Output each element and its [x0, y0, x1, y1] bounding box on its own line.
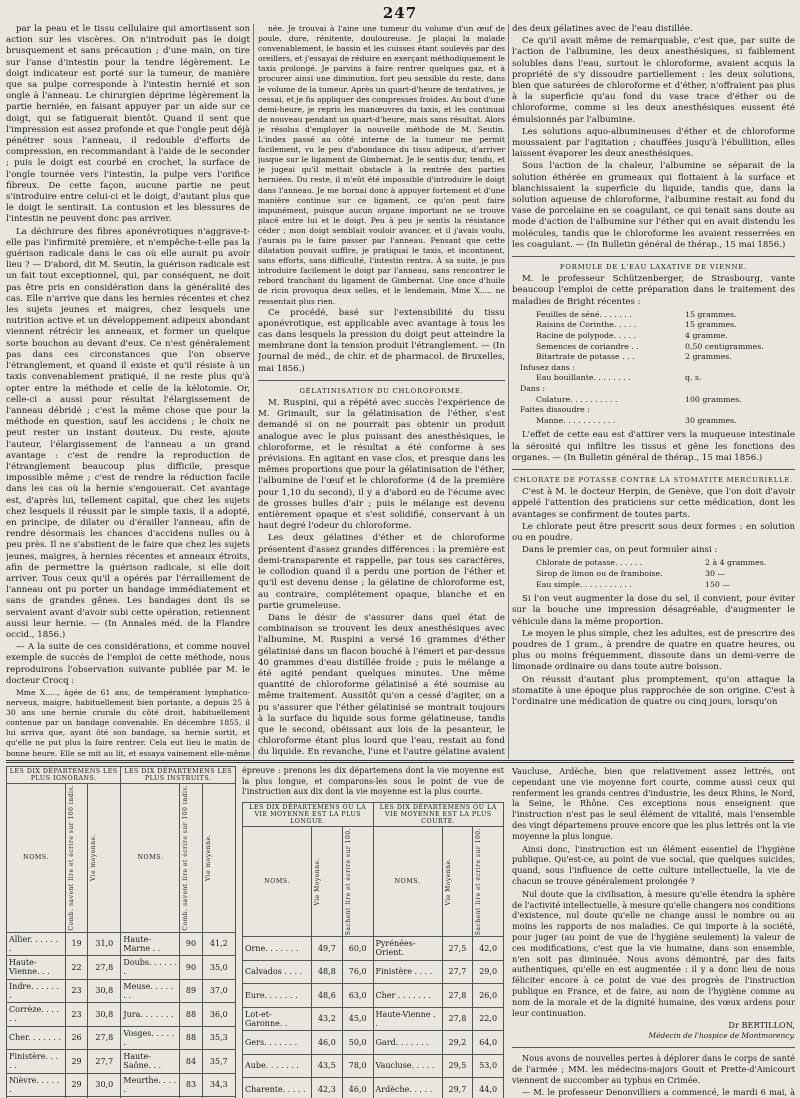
table-value: 42,3 — [312, 1078, 343, 1098]
paragraph: — A la suite de ces considérations, et comme nouvel exemple de succès de l'emploi de cette méthode, nous reproduirons l'observation suivante publiée par M. le docteur Crocq : — [6, 642, 250, 686]
section-heading: CHLORATE DE POTASSE CONTRE LA STOMATITE MERCURIELLE. — [513, 476, 794, 485]
table-value: 31,0 — [88, 932, 121, 956]
column-header: Vie moyenne. — [90, 834, 98, 882]
department-name: Gers. . . . . . . — [243, 1031, 312, 1055]
table-value: 22,0 — [473, 1007, 504, 1031]
table-value: 76,0 — [342, 960, 373, 984]
table-value: 48,6 — [312, 984, 343, 1008]
table-header: LES DIX DÉPARTEMENS LES PLUS IGNORANS. — [7, 767, 121, 784]
section-heading: FORMULE DE L'EAU LAXATIVE DE VIENNE. — [559, 263, 748, 272]
table-value: 27,7 — [88, 1050, 121, 1074]
table-row — [7, 932, 236, 956]
divider — [512, 256, 795, 257]
news-item: — M. le professeur Denonvilliers a commencé, le mardi 6 mai, à — [522, 1087, 795, 1098]
column-rule — [253, 24, 254, 759]
department-name: Corrèze. . . . . . — [7, 1003, 66, 1027]
table-row — [7, 1003, 236, 1027]
paragraph: Dans le premier cas, on peut formuler ainsi : — [522, 545, 718, 556]
table-value: 29 — [66, 1050, 88, 1074]
paragraph: des deux gélatines avec de l'eau distillée. — [512, 24, 693, 34]
department-name: Doubs. . . . . . . — [121, 956, 180, 980]
table-value: 36,0 — [202, 1003, 235, 1027]
paragraph: Nul doute que la civilisation, à mesure qu'elle étendra la sphère de l'activité intellectuelle, à mesure qu'elle changera nos conditions d'existence, nul doute qu'elle ne change aussi le nombre ou au moins les rapports de nos maladies. Ce qui importe à la société, pour juger (au point de vue de l'hygiène seulement) la valeur de ces modifications, c'est que la vie humaine, dans son ensemble, n'en soit pas diminuée. Nous avons démontré, par des faits authentiques, qu'elle en est augmentée : il y a donc lieu de nous féliciter encore à ce point de vue des progrès de l'instruction publique en France, et de faire, au nom de l'hygiène comme au nom de la morale et de la dignité humaine, des vœux ardens pour leur continuation. — [512, 888, 795, 1018]
table-value: 35,7 — [202, 1050, 235, 1074]
column-2 — [258, 24, 505, 759]
paragraph: Si l'on veut augmenter la dose du sel, il convient, pour éviter sur la bouche une impression désagréable, d'augmenter le véhicule dans la même proportion. — [512, 594, 795, 627]
table-value: 27,8 — [442, 1007, 473, 1031]
department-name: Calvados . . . . — [243, 960, 312, 984]
table-value: 23 — [66, 979, 88, 1003]
department-name: Jura. . . . . . . — [121, 1003, 180, 1027]
recipe-step: Faites dissoudre : — [520, 405, 590, 415]
column-header: Sachent lire et écrire sur 100. — [344, 827, 352, 936]
section-separator — [6, 760, 794, 763]
column-header: NOMS. — [243, 826, 312, 936]
department-name: Cher . . . . . . . — [373, 984, 442, 1008]
table-value: 34,3 — [202, 1073, 235, 1097]
table-value: 37,0 — [202, 979, 235, 1003]
paragraph: C'est à M. le docteur Herpin, de Genève, que l'on doit d'avoir appelé l'attention des praticiens sur cette médication, dont les avantages se confirment de toutes parts. — [512, 487, 795, 520]
table-header: LES DIX DÉPARTEMENS LES PLUS INSTRUITS. — [121, 767, 236, 784]
paragraph: Ce qu'il avait même de remarquable, c'est que, par suite de l'action de l'albumine, les deux anesthésiques, si faiblement solubles dans l'eau, surtout le chloroforme, avaient acquis la propriété de s'y dissoudre partiellement : les deux solutions, bien que saturées de chloroforme et d'éther, n'offraient pas plus à la superficie qu'au fond du vase trace d'éther ou de chloroforme, comme si les deux anesthésiques eussent été émulsionnés par l'albumine. — [512, 36, 795, 125]
divider — [512, 1047, 795, 1048]
table-value: 26,0 — [473, 984, 504, 1008]
divider — [512, 469, 795, 470]
table-value: 22 — [66, 956, 88, 980]
table-row — [243, 984, 504, 1008]
paragraph: Les deux gélatines d'éther et de chloroforme présentent d'assez grandes différences : la première est demi-transparente et rappelle, par tous ses caractères, le collodion quand il a perdu une portion de l'éther et qu'il est devenu dense ; la gélatine de chloroforme est, au contraire, complétement opaque, blanche et en partie grumeleuse. — [258, 533, 505, 611]
department-name: Haute-Marne . . — [121, 932, 180, 956]
paragraph: L'effet de cette eau est d'attirer vers la muqueuse intestinale la sérosité qui infiltre les tissus et gêne les fonctions des organes. — (In Bulletin général de thérap., 15 mai 1856.) — [512, 430, 795, 463]
column-1 — [6, 24, 250, 759]
table-value: 29,7 — [442, 1078, 473, 1098]
literacy-table — [6, 766, 236, 1098]
table-value: 46,0 — [312, 1031, 343, 1055]
table-value: 89 — [180, 979, 202, 1003]
department-name: Haute-Vienne . . — [373, 1007, 442, 1031]
column-header: Vie Moyenne. — [314, 857, 321, 906]
bottom-block-2 — [242, 766, 504, 1098]
table-row — [243, 1031, 504, 1055]
column-header: Sachent lire et écrire sur 100. — [475, 827, 483, 936]
table-value: 41,2 — [202, 932, 235, 956]
recipe-line: Eau simple. . . . . . . . . . . 150 — — [536, 579, 731, 589]
column-header: Comb. savent lire et écrire sur 100 indiv. — [68, 785, 75, 931]
column-rule — [508, 24, 509, 759]
recipe-step: Infusez dans : — [520, 362, 575, 372]
department-name: Orne. . . . . . . — [243, 937, 312, 961]
table-value: 53,0 — [473, 1054, 504, 1078]
table-value: 27,8 — [88, 956, 121, 980]
bottom-block-3 — [512, 766, 795, 1098]
paragraph: Les solutions aquo-albumineuses d'éther et de chloroforme moussaient par l'agitation ; chauffées jusqu'à l'ébullition, elles laissent évaporer les deux anesthésiques. — [512, 126, 795, 160]
paragraph: M. le professeur Schützenberger, de Strasbourg, vante beaucoup l'emploi de cette préparation dans le traitement des maladies de Bright récentes : — [512, 274, 795, 307]
table-value: 44,0 — [473, 1078, 504, 1098]
paragraph: On réussit d'autant plus promptement, qu'on attaque la stomatite à une époque plus rapprochée de son origine. C'est à l'ordinaire une médication de quatre ou cinq jours, lorsqu'on — [512, 674, 795, 708]
recipe-step: Dans : — [520, 384, 546, 394]
column-header: Vie Moyenne. — [444, 857, 452, 906]
recipe-line: Eau bouillante. . . . . . . . q. s. — [536, 373, 702, 383]
table-row — [243, 1078, 504, 1098]
table-value: 43,5 — [312, 1054, 343, 1078]
table-value: 27,8 — [88, 1026, 121, 1050]
case-report-continued: née. Je trouvai à l'aine une tumeur du volume d'un œuf de poule, dure, rénitente, douloureuse. Je plaçai la malade convenablement, le bassin et les cuisses étant soulevés par des oreillers, et j'essayai de réduire en exerçant méthodiquement le taxis prolongé. Je parvins à faire rentrer quelques gaz, et à procurer ainsi une diminution, fort peu sensible du reste, dans le volume de la tumeur. Après un quart-d'heure de tentatives, je cessai, et je fis appliquer des compresses froides. Au bout d'une demi-heure, je repris les manœuvres du taxis, et les continuai de nouveau pendant un quart-d'heure, mais sans résultat. Alors je résolus d'employer la nouvelle méthode de M. Seutin. L'index passé au côté interne de la tumeur me permit facilement, vu le peu d'abondance du tissu adipeux, d'arriver jusque sur le ligament de Gimbernat. Je le sentis dur, tendu, et je jugeai qu'il mettait obstacle à la rentrée des parties herniées. Du reste, il m'eût été impossible d'introduire le doigt dans l'anneau. Je me bornai donc à appuyer fortement et d'une manière continue sur ce ligament, ce qu'on peut faire impunément, puisque aucun organe important ne se trouve placé entre lui et le doigt. Peu à peu je sentis la résistance céder ; mon doigt semblait vouloir avancer, et il j'avais voulu, j'aurais pu le faire passer par l'anneau. Pensant que cette dilatation pouvait suffire, je pratiquai le taxis, et incontinent, sans efforts, sans difficulté, l'intestin rentra. À sa suite, je pus introduire facilement le doigt par l'anneau, sans rencontrer le rebord tranchant du ligament de Gimbernat. Une once d'huile de ricin provoqua deux selles, et le lendemain, Mme X..... ne ressentait plus rien. — [258, 24, 505, 306]
table-value: 30,8 — [88, 979, 121, 1003]
table-value: 78,0 — [342, 1054, 373, 1078]
table-body — [243, 937, 504, 1098]
table-value: 43,2 — [312, 1007, 343, 1031]
recipe-line: Feuilles de séné. . . . . . . 15 grammes. — [536, 309, 737, 319]
table-value: 27,5 — [442, 937, 473, 961]
table-value: 48,8 — [312, 960, 343, 984]
table-header: LES DIX DÉPARTEMENS OU LA VIE MOYENNE EST LA PLUS COURTE. — [373, 802, 503, 826]
department-name: Ardèche. . . . . — [373, 1078, 442, 1098]
table-value: 46,0 — [342, 1078, 373, 1098]
paragraph: Le moyen le plus simple, chez les adultes, est de prescrire des poudres de 1 gram., à prendre de quatre en quatre heures, ou plus ou moins fréquemment, dissoute dans un demi-verre de limonade ordinaire ou dans toute autre boisson. — [512, 628, 795, 673]
table-value: 26 — [66, 1026, 88, 1050]
divider — [258, 380, 505, 381]
table-row — [243, 960, 504, 984]
bottom-block-1 — [6, 766, 236, 1098]
table-header: LES DIX DÉPARTEMENS OU LA VIE MOYENNE EST LA PLUS LONGUE. — [243, 802, 374, 826]
table-value: 83 — [180, 1073, 202, 1097]
paragraph: Le chlorate peut être prescrit sous deux formes : en solution ou en poudre. — [512, 521, 795, 544]
table-value: 45,0 — [342, 1007, 373, 1031]
department-name: Haute-Vienne. . . — [7, 956, 66, 980]
department-name: Finistère. . . . . — [7, 1050, 66, 1074]
table-value: 88 — [180, 1003, 202, 1027]
recipe-line: Manne. . . . . . . . . . . 30 grammes. — [536, 415, 737, 425]
paragraph: Ce procédé, basé sur l'extensibilité du tissu aponévrotique, est applicable avec avantage à tous les cas dans lesquels la pression du doigt peut atteindre la membrane dont la tension produit l'étranglement. — (In Journal de méd., de chir. et de pharmacol. de Bruxelles, mai 1856.) — [258, 307, 505, 374]
department-name: Meuse. . . . . . . — [121, 979, 180, 1003]
paragraph: Dans le désir de s'assurer dans quel état de combinaison se trouvent les deux anesthésiques avec l'albumine, M. Ruspini a versé 16 grammes d'éther gélatinisé dans un flacon bouché à l'émeri et par-dessus 40 grammes d'eau distillée froide ; puis le mélange a été agité pendant quelques minutes. Une même quantité de chloroforme gélatinisé a été soumise au même traitement. Aussitôt qu'on a cessé d'agiter, on a pu s'assurer que l'éther gélatinisé se montrait toujours à la surface du liquide sous forme gélatineuse, tandis que le second, obéissant aux lois de la pesanteur, le chloroforme étant plus lourd que l'eau, restait au fond du liquide. En revanche, l'une et l'autre gélatine avaient — [258, 612, 505, 758]
page-number: 247 — [382, 4, 418, 22]
table-value: 29,5 — [442, 1054, 473, 1078]
table-value: 42,0 — [473, 937, 504, 961]
paragraph: M. Ruspini, qui a répété avec succès l'expérience de M. Grimault, sur la gélatinisation de l'éther, s'est demandé si on ne pourrait pas obtenir un produit analogue avec le plus puissant des anesthésiques, le chloroforme, et le résultat a été conforme à ses prévisions. En agitant en vase clos, et presque dans les mêmes proportions que pour la gélatinisation de l'éther, l'albumine de l'œuf et le chloroforme (4 de la première pour 1,10 du second), il y a d'abord eu de l'écume avec de grosses bulles d'air ; puis le mélange est devenu entièrement opaque et s'est solidifié, conservant à un haut degré l'odeur du chloroforme. — [258, 398, 505, 532]
table-value: 84 — [180, 1050, 202, 1074]
table-row — [7, 956, 236, 980]
recipe-line: Semences de coriandre . . 0,50 centigrammes. — [536, 341, 764, 351]
case-report: Mme X....., âgée de 61 ans, de tempérament lymphatico-nerveux, maigre, habituellement bien portante, a depuis 25 à 30 ans une hernie crurale du côté droit, habituellement contenue par un bandage convenable. En décembre 1855, il lui arriva que, ayant ôté son bandage, sa hernie sortit, et qu'elle ne put plus la faire rentrer. Cela eut lieu le matin de bonne heure. Elle se mit au lit, et essaya vainement elle-même — [6, 687, 250, 758]
table-row — [243, 1007, 504, 1031]
department-name: Allier. . . . . . . — [7, 932, 66, 956]
table-row — [7, 1050, 236, 1074]
table-value: 35,0 — [202, 956, 235, 980]
table-value: 64,0 — [473, 1031, 504, 1055]
recipe — [512, 310, 795, 427]
table-row — [243, 937, 504, 961]
paragraph: Sous l'action de la chaleur, l'albumine se séparait de la solution éthérée en grumeaux qui flottaient à la surface et blanchissaient la superficie du liquide, tandis que, dans la solution aqueuse de chloroforme, l'albumine restait au fond du vase de porcelaine en se coagulant, ce qui tenait sans doute au mode d'action de l'albumine sur l'éther qui en avait distendu les molécules, tandis que le chloroforme les avaient resserrées en les coagulant. — (In Bulletin général de thérap., 15 mai 1856.) — [512, 161, 795, 250]
table-value: 29,2 — [442, 1031, 473, 1055]
table-intro: épreuve : prenons les dix départemens dont la vie moyenne est la plus longue, et comparons-les sous le point de vue de l'instruction aux dix dont la vie moyenne est la plus courte. — [242, 766, 504, 797]
table-value: 27,8 — [442, 984, 473, 1008]
department-name: Haute-Saône. . . — [121, 1050, 180, 1074]
paragraph: Ainsi donc, l'instruction est un élément essentiel de l'hygiène publique. Qu'est-ce, au point de vue social, que quelques suicides, quand, sous l'influence de cette culture intellectuelle, la vie de chacun se trouve généralement prolongée ? — [512, 843, 795, 886]
table-row — [7, 1073, 236, 1097]
column-header: NOMS. — [7, 784, 66, 933]
department-name: Vosges. . . . . . — [121, 1026, 180, 1050]
table-value: 29 — [66, 1073, 88, 1097]
section-heading: GÉLATINISATION DU CHLOROFORME. — [299, 386, 464, 395]
table-value: 35,3 — [202, 1026, 235, 1050]
column-header: NOMS. — [121, 784, 180, 933]
table-value: 50,0 — [342, 1031, 373, 1055]
department-name: Vaucluse. . . . . — [373, 1054, 442, 1078]
lifespan-table — [242, 802, 504, 1098]
table-value: 29,0 — [473, 960, 504, 984]
recipe-line: Colature. . . . . . . . . . 100 grammes. — [536, 394, 742, 404]
paragraph: Vaucluse, Ardèche, bien que relativement assez lettrés, ont cependant une vie moyenne fort courte, comme aussi ceux qui renferment les grands centres d'industrie, les deux Rhins, le Nord, la Seine, le Rhône. Ces exceptions nous enseignent que l'instruction n'est pas le seul élément de vitalité, mais l'ensemble des vingt départemens prouve encore que les plus lettrés ont la vie moyenne la plus longue. — [512, 766, 795, 841]
recipe-line: Chlorate de potasse. . . . . . 2 à 4 grammes. — [536, 558, 767, 568]
department-name: Nièvre. . . . . . — [7, 1073, 66, 1097]
news-item: Nous avons de nouvelles pertes à déplorer dans le corps de santé de l'armée ; MM. les médecins-majors Gouit et Prette-d'Amicourt viennent de succomber au typhus en Crimée. — [512, 1052, 795, 1085]
table-row — [243, 1054, 504, 1078]
department-name: Gard. . . . . . . — [373, 1031, 442, 1055]
table-value: 88 — [180, 1026, 202, 1050]
table-row — [7, 1026, 236, 1050]
table-value: 30,0 — [88, 1073, 121, 1097]
department-name: Lot-et-Garonne. . — [243, 1007, 312, 1031]
table-value: 27,7 — [442, 960, 473, 984]
table-value: 30,8 — [88, 1003, 121, 1027]
recipe — [512, 558, 795, 590]
table-value: 63,0 — [342, 984, 373, 1008]
recipe-line: Bitartrate de potasse . . . 2 grammes. — [536, 352, 732, 362]
table-value: 49,7 — [312, 937, 343, 961]
table-body — [7, 932, 236, 1098]
recipe-line: Raisins de Corinthe. . . . . 15 grammes. — [536, 320, 737, 330]
recipe-line: Racine de polypode. . . . . 4 gramme. — [536, 331, 728, 341]
column-3 — [512, 24, 795, 759]
column-header: Comb. savent lire et écrire sur 100 indiv. — [182, 785, 190, 931]
table-value: 60,0 — [342, 937, 373, 961]
department-name: Charente. . . . . — [243, 1078, 312, 1098]
paragraph: par la peau et le tissu cellulaire qui amortissent son action sur les viscères. On n'introduit pas le doigt brusquement et sans précaution ; d'une main, on tire sur l'anse d'intestin pour la tendre légèrement. Le doigt indicateur est porté sur la tumeur, de manière que sa pulpe corresponde à l'intestin hernié et son ongle à l'anneau. Le chirurgien déprime légèrement la partie herniée, en faisant appuyer par un aide sur ce doigt, qui se fatiguerait bientôt. Quand il sent que l'impression est assez profonde et que l'ongle peut déjà pénétrer sous l'anneau, il redouble d'efforts de compression, en recommandant à l'aide de le seconder ; puis le doigt est courbé en crochet, la surface de l'ongle tournée vers l'intestin, la pulpe vers l'orifice fibreux. De cette façon, aucune partie ne peut s'introduire entre celui-ci et le doigt, d'autant plus que le doigt le sentirait. La contusion et les blessures de l'intestin ne peuvent donc pas arriver. — [6, 24, 250, 225]
table-value: 19 — [66, 932, 88, 956]
table-value: 90 — [180, 956, 202, 980]
department-name: Meurthe. . . . . — [121, 1073, 180, 1097]
recipe-line: Sirop de limon ou de framboise. 30 — — [536, 569, 726, 579]
author-title: Médecin de l'hospice de Montmorency. — [648, 1031, 795, 1041]
department-name: Indre. . . . . . . — [7, 979, 66, 1003]
column-header: Vie moyenne. — [204, 834, 212, 882]
column-header: NOMS. — [373, 826, 442, 936]
paragraph: La déchirure des fibres aponévrotiques n'aggrave-t-elle pas l'infirmité première, et n'empêche-t-elle pas la guérison radicale dans le cas où elle aurait pu avoir lieu ? — D'abord, dit M. Seutin, la guérison radicale est un fait tout exceptionnel, qui, par conséquent, ne doit pas être pris en considération dans la généralité des cas. Elle n'arrive que dans les hernies récentes et chez les sujets jeunes et maigres, chez lesquels une nutrition active et un développement adipeux abondant viennent rétrécir les anneaux, et former un quelque sorte bouchon au devant d'eux. Ce n'est généralement pas dans ces circonstances que l'on observe l'étranglement, et quand il existe et qu'il résiste à un taxis convenablement pratiqué, il ne reste plus qu'à opter entre la méthode et celle de la kélotomie. Or, celle-ci a aussi pour résultat l'élargissement de l'anneau débridé ; c'est la même chose que pour la méthode en question, sauf les accidens ; le choix ne peut rester un instant douteux. Du reste, ajoute l'auteur, l'élargissement de l'anneau a un grand avantage : c'est de rendre la reproduction de l'étranglement beaucoup plus difficile, presque impossible même ; c'est de rendre la réduction facile dans les cas où la hernie s'engouerait. Cet avantage est, d'après lui, tellement capital, que chez les sujets chez lesquels il réussit par le simple taxis, il a adopté, en principe, de dilater ou d'érailler l'anneau, afin de rendre désormais les chances d'accidens nulles ou à peu près. Il ne s'abstient de le faire que chez les sujets jeunes, maigres, à hernies récentes et anneaux étroits, afin de permettre la guérison radicale, si elle doit arriver. Tous ceux qu'il a opérés par l'érraillement de l'anneau ont pu porter un bandage immédiatement et sans de grandes gênes. Les bandages dont ils se servaient avant d'avoir subi cette opération, retiennent aussi leur hernie. — (In Annales méd. de la Flandre occid., 1856.) — [6, 226, 250, 640]
department-name: Cher. . . . . . . — [7, 1026, 66, 1050]
department-name: Finistère . . . . — [373, 960, 442, 984]
table-value: 90 — [180, 932, 202, 956]
table-value: 23 — [66, 1003, 88, 1027]
author-signature: Dr BERTILLON, — [728, 1020, 795, 1031]
department-name: Aube. . . . . . . — [243, 1054, 312, 1078]
department-name: Pyrénées-Orient. — [373, 937, 442, 961]
department-name: Eure. . . . . . . — [243, 984, 312, 1008]
table-row — [7, 979, 236, 1003]
